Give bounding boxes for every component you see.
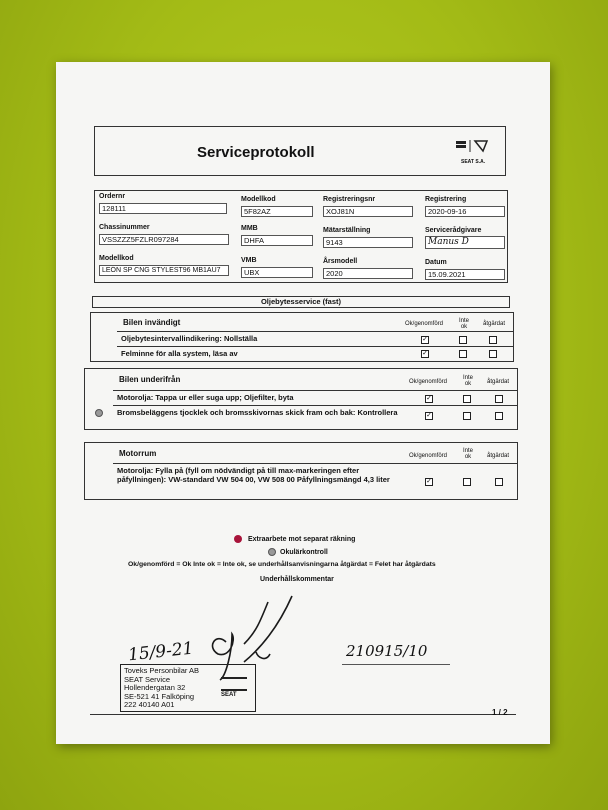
section-title: Motorrum <box>119 449 157 458</box>
field-label: Datum <box>425 259 447 266</box>
field-label: VMB <box>241 257 257 264</box>
fixed-checkbox[interactable] <box>495 412 503 420</box>
field-label: Chassinummer <box>99 224 150 231</box>
model-field: LEÓN SP CNG STYLEST96 MB1AU7 <box>99 265 229 276</box>
stamp-line: Toveks Personbilar AB <box>124 666 200 675</box>
oil-service-header: Oljebytesservice (fast) <box>92 296 510 308</box>
service-advisor-field: Manus D <box>425 236 505 249</box>
odometer-field: 9143 <box>323 237 413 248</box>
stamp-line: SEAT Service <box>124 674 170 684</box>
not-ok-checkbox[interactable] <box>463 478 471 486</box>
column-header-ok: Ok/genomförd <box>404 321 444 327</box>
checklist-item: Motorolja: Tappa ur eller suga upp; Oljefilter, byta <box>117 393 294 402</box>
visual-check-icon <box>268 548 276 556</box>
ok-checkbox[interactable]: ✓ <box>426 395 432 402</box>
fixed-checkbox[interactable] <box>495 395 503 403</box>
fixed-checkbox[interactable] <box>489 350 497 358</box>
checklist-item: Felminne för alla system, läsa av <box>121 349 238 358</box>
date-field: 15.09.2021 <box>425 269 505 280</box>
extra-work-icon <box>234 535 242 543</box>
column-header-ok: Ok/genomförd <box>408 453 448 459</box>
not-ok-checkbox[interactable] <box>463 395 471 403</box>
checklist-item: Motorolja: Fylla på (fyll om nödvändigt på till max-markeringen efter påfyllningen): VW-standard VW 504 00, VW 508 00 Påfyllningsmängd 4,3 liter <box>117 466 390 484</box>
stamp-line: Hollendergatan 32 <box>124 683 186 692</box>
column-header-fixed: åtgärdat <box>486 379 510 385</box>
field-label: Registreringsnr <box>323 196 376 203</box>
not-ok-checkbox[interactable] <box>463 412 471 420</box>
field-label: Mätarställning <box>323 227 371 234</box>
column-header-ok: Ok/genomförd <box>408 379 448 385</box>
field-label: Årsmodell <box>323 258 358 265</box>
section-title: Bilen underifrån <box>119 375 181 384</box>
order-number-field: 128111 <box>99 203 227 214</box>
field-label: Modellkod <box>99 255 134 262</box>
page-number: 1 / 2 <box>492 708 508 717</box>
vehicle-info-box <box>94 190 508 283</box>
column-header-not-ok: Inte ok <box>462 448 473 460</box>
ok-checkbox[interactable]: ✓ <box>422 350 428 357</box>
column-header-not-ok: Inte ok <box>458 318 469 330</box>
section-underbody <box>84 368 518 430</box>
handwritten-date-right: 210915/10 <box>346 642 428 660</box>
mmb-field: DHFA <box>241 235 313 246</box>
section-engine-bay <box>84 442 518 500</box>
dealer-stamp <box>120 664 256 712</box>
fixed-checkbox[interactable] <box>489 336 497 344</box>
field-label: Registrering <box>425 196 467 203</box>
page-title: Serviceprotokoll <box>197 144 315 161</box>
handwritten-date-left: 15/9-21 <box>127 638 195 666</box>
registration-date-field: 2020-09-16 <box>425 206 505 217</box>
seat-logo-icon <box>455 139 489 153</box>
ok-checkbox[interactable]: ✓ <box>426 478 432 485</box>
stamp-line: 222 40140 A01 <box>124 700 175 709</box>
checklist-item: Bromsbeläggens tjocklek och bromsskivornas skick fram och bak: Kontrollera <box>117 408 398 417</box>
field-label: Ordernr <box>99 193 126 200</box>
field-label: Modellkod <box>241 196 276 203</box>
ok-checkbox[interactable]: ✓ <box>422 336 428 343</box>
column-header-not-ok: Inte ok <box>462 375 473 387</box>
legend-explanation: Ok/genomförd = Ok Inte ok = Inte ok, se underhållsanvisningarna åtgärdat = Felet har åtgärdats <box>128 561 436 568</box>
field-label: MMB <box>241 225 258 232</box>
ok-checkbox[interactable]: ✓ <box>426 412 432 419</box>
legend-visual-check: Okulärkontroll <box>280 549 328 556</box>
column-header-fixed: åtgärdat <box>486 453 510 459</box>
not-ok-checkbox[interactable] <box>459 336 467 344</box>
section-interior <box>90 312 514 362</box>
stamp-logo-text: SEAT <box>221 692 237 698</box>
model-code-field: 5F82AZ <box>241 206 313 217</box>
stamp-seat-logo-icon <box>221 677 247 691</box>
column-header-fixed: åtgärdat <box>482 321 506 327</box>
registration-number-field: XOJ81N <box>323 206 413 217</box>
legend-extra-work: Extraarbete mot separat räkning <box>248 536 356 543</box>
model-year-field: 2020 <box>323 268 413 279</box>
title-box <box>94 126 506 176</box>
checklist-item: Oljebytesintervallindikering: Nollställa <box>121 334 258 343</box>
fixed-checkbox[interactable] <box>495 478 503 486</box>
vmb-field: UBX <box>241 267 313 278</box>
chassis-number-field: VSSZZZ5FZLR097284 <box>99 234 229 245</box>
maintenance-comments-label: Underhållskommentar <box>260 576 334 583</box>
field-label: Servicerådgivare <box>425 227 482 234</box>
visual-check-icon <box>95 409 103 417</box>
brand-company: SEAT S.A. <box>461 159 486 165</box>
section-title: Bilen invändigt <box>123 318 181 327</box>
service-protocol-document <box>56 62 550 744</box>
not-ok-checkbox[interactable] <box>459 350 467 358</box>
stamp-line: SE-521 41 Falköping <box>124 691 195 701</box>
